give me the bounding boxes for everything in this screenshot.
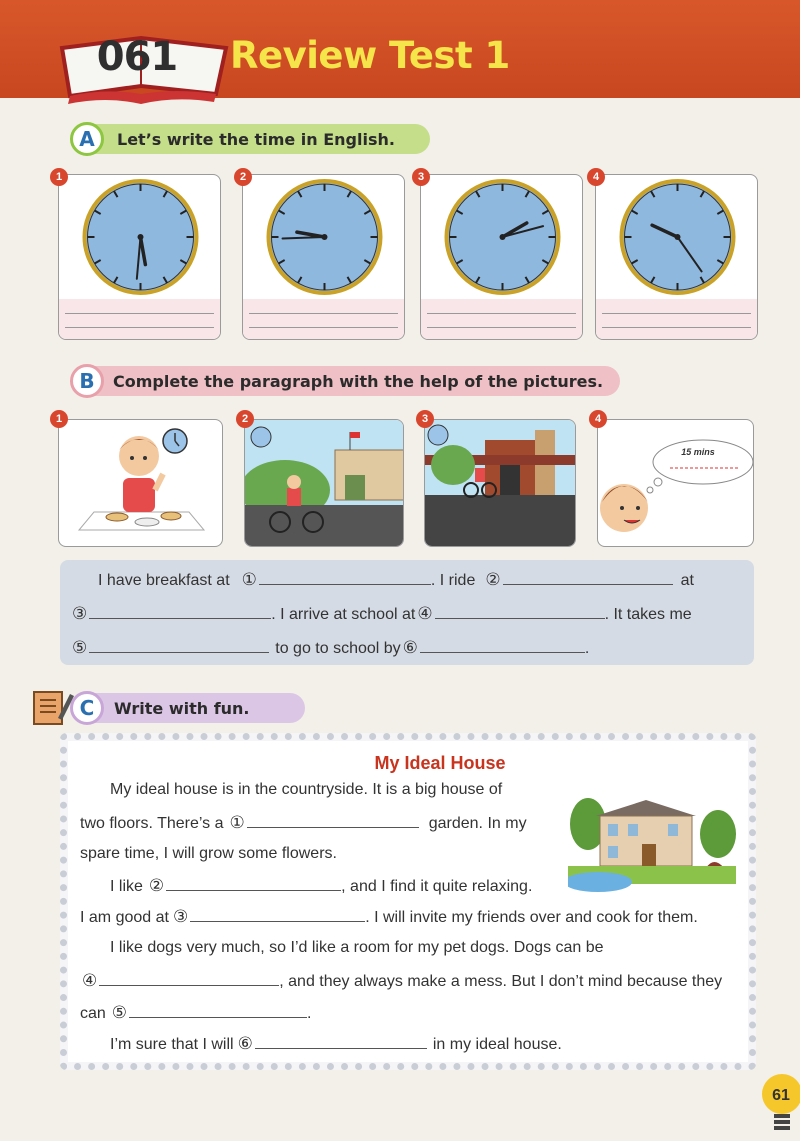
text-segment: I am good at xyxy=(80,909,169,926)
text-segment: can xyxy=(80,1005,106,1022)
item-number-badge: 4 xyxy=(587,168,605,186)
story-title: My Ideal House xyxy=(374,753,506,773)
story-line-5 xyxy=(80,907,698,927)
section-a-title: Let’s write the time in English. xyxy=(117,130,395,149)
item-number-badge: 1 xyxy=(50,410,68,428)
answer-blank[interactable] xyxy=(89,605,271,619)
paragraph-line-2 xyxy=(70,604,692,624)
blank-marker: ③ xyxy=(172,907,189,926)
picture-arrive-school xyxy=(424,419,576,547)
blank-marker: ④ xyxy=(82,971,98,990)
time-answer-box[interactable] xyxy=(421,299,582,339)
section-b-letter: B xyxy=(70,364,104,398)
item-number-badge: 2 xyxy=(236,410,254,428)
story-line-7 xyxy=(80,971,722,991)
text-segment: I like xyxy=(110,878,143,895)
time-answer-box[interactable] xyxy=(596,299,757,339)
answer-blank[interactable] xyxy=(255,1035,427,1049)
section-b-title: Complete the paragraph with the help of the pictures. xyxy=(113,372,604,391)
answer-blank[interactable] xyxy=(190,908,365,922)
picture-breakfast xyxy=(58,419,223,547)
text-segment: . I will invite my friends over and cook for them. xyxy=(365,909,698,926)
blank-marker: ① xyxy=(229,813,245,832)
story-line-8 xyxy=(80,1003,312,1023)
story-line-9 xyxy=(110,1034,562,1054)
answer-blank[interactable] xyxy=(259,571,431,585)
text-segment: two floors. There’s a xyxy=(80,815,224,832)
text-segment: at xyxy=(680,572,694,589)
text-segment: garden. In my xyxy=(428,815,527,832)
item-number-badge: 3 xyxy=(412,168,430,186)
answer-blank[interactable] xyxy=(129,1004,307,1018)
answer-blank[interactable] xyxy=(166,877,341,891)
blank-marker: ② xyxy=(485,570,501,589)
answer-blank[interactable] xyxy=(420,639,585,653)
story-line-2 xyxy=(80,813,527,833)
blank-marker: ⑤ xyxy=(111,1003,128,1022)
story-line-4 xyxy=(110,876,532,896)
house-illustration xyxy=(568,784,736,892)
text-segment: . xyxy=(584,640,590,657)
text-segment: spare time, I will grow some flowers. xyxy=(80,845,337,862)
page-number: 61 xyxy=(772,1087,790,1104)
text-segment: , and they always make a mess. But I don’t mind because they xyxy=(279,973,723,990)
text-segment: in my ideal house. xyxy=(432,1036,562,1053)
paragraph-line-3 xyxy=(70,638,589,658)
blank-marker: ③ xyxy=(72,604,88,623)
text-segment: , and I find it quite relaxing. xyxy=(341,878,533,895)
story-line-3 xyxy=(80,845,337,863)
item-number-badge: 3 xyxy=(416,410,434,428)
text-segment: to go to school by xyxy=(275,640,401,657)
text-segment: . I arrive at school at xyxy=(271,606,416,623)
blank-marker: ② xyxy=(148,876,165,895)
item-number-badge: 2 xyxy=(234,168,252,186)
clock-card-1 xyxy=(58,174,221,340)
blank-marker: ⑥ xyxy=(402,638,418,657)
text-segment: . I ride xyxy=(430,572,476,589)
answer-blank[interactable] xyxy=(89,639,269,653)
text-segment: My ideal house is in the countryside. It is a big house of xyxy=(110,781,503,798)
time-answer-box[interactable] xyxy=(243,299,404,339)
clock-card-4 xyxy=(595,174,758,340)
item-number-badge: 1 xyxy=(50,168,68,186)
notepad-pencil-icon xyxy=(32,688,74,728)
blank-marker: ⑤ xyxy=(72,638,88,657)
blank-marker: ① xyxy=(241,570,257,589)
section-c-letter: C xyxy=(70,691,104,725)
text-segment: . xyxy=(307,1005,312,1022)
text-segment: . It takes me xyxy=(604,606,692,623)
answer-blank[interactable] xyxy=(247,814,419,828)
picture-ride-bike xyxy=(244,419,404,547)
text-segment: I’m sure that I will xyxy=(110,1036,234,1053)
clock-card-3 xyxy=(420,174,583,340)
story-line-1 xyxy=(110,781,502,799)
item-number-badge: 4 xyxy=(589,410,607,428)
section-a-letter: A xyxy=(70,122,104,156)
time-answer-box[interactable] xyxy=(59,299,220,339)
paragraph-line-1 xyxy=(98,570,694,590)
blank-marker: ⑥ xyxy=(237,1034,253,1053)
picture-thinking xyxy=(597,419,754,547)
section-c-title: Write with fun. xyxy=(114,699,250,718)
page-title: Review Test 1 xyxy=(230,34,510,77)
text-segment: I have breakfast at xyxy=(98,572,230,589)
answer-blank[interactable] xyxy=(503,571,673,585)
answer-blank[interactable] xyxy=(99,972,279,986)
text-segment: I like dogs very much, so I’d like a room for my pet dogs. Dogs can be xyxy=(110,939,604,956)
clock-card-2 xyxy=(242,174,405,340)
story-line-6 xyxy=(110,939,604,957)
blank-marker: ④ xyxy=(417,604,433,623)
unit-number: 061 xyxy=(96,34,178,80)
bubble-label: 15 mins xyxy=(681,447,715,457)
answer-blank[interactable] xyxy=(435,605,605,619)
